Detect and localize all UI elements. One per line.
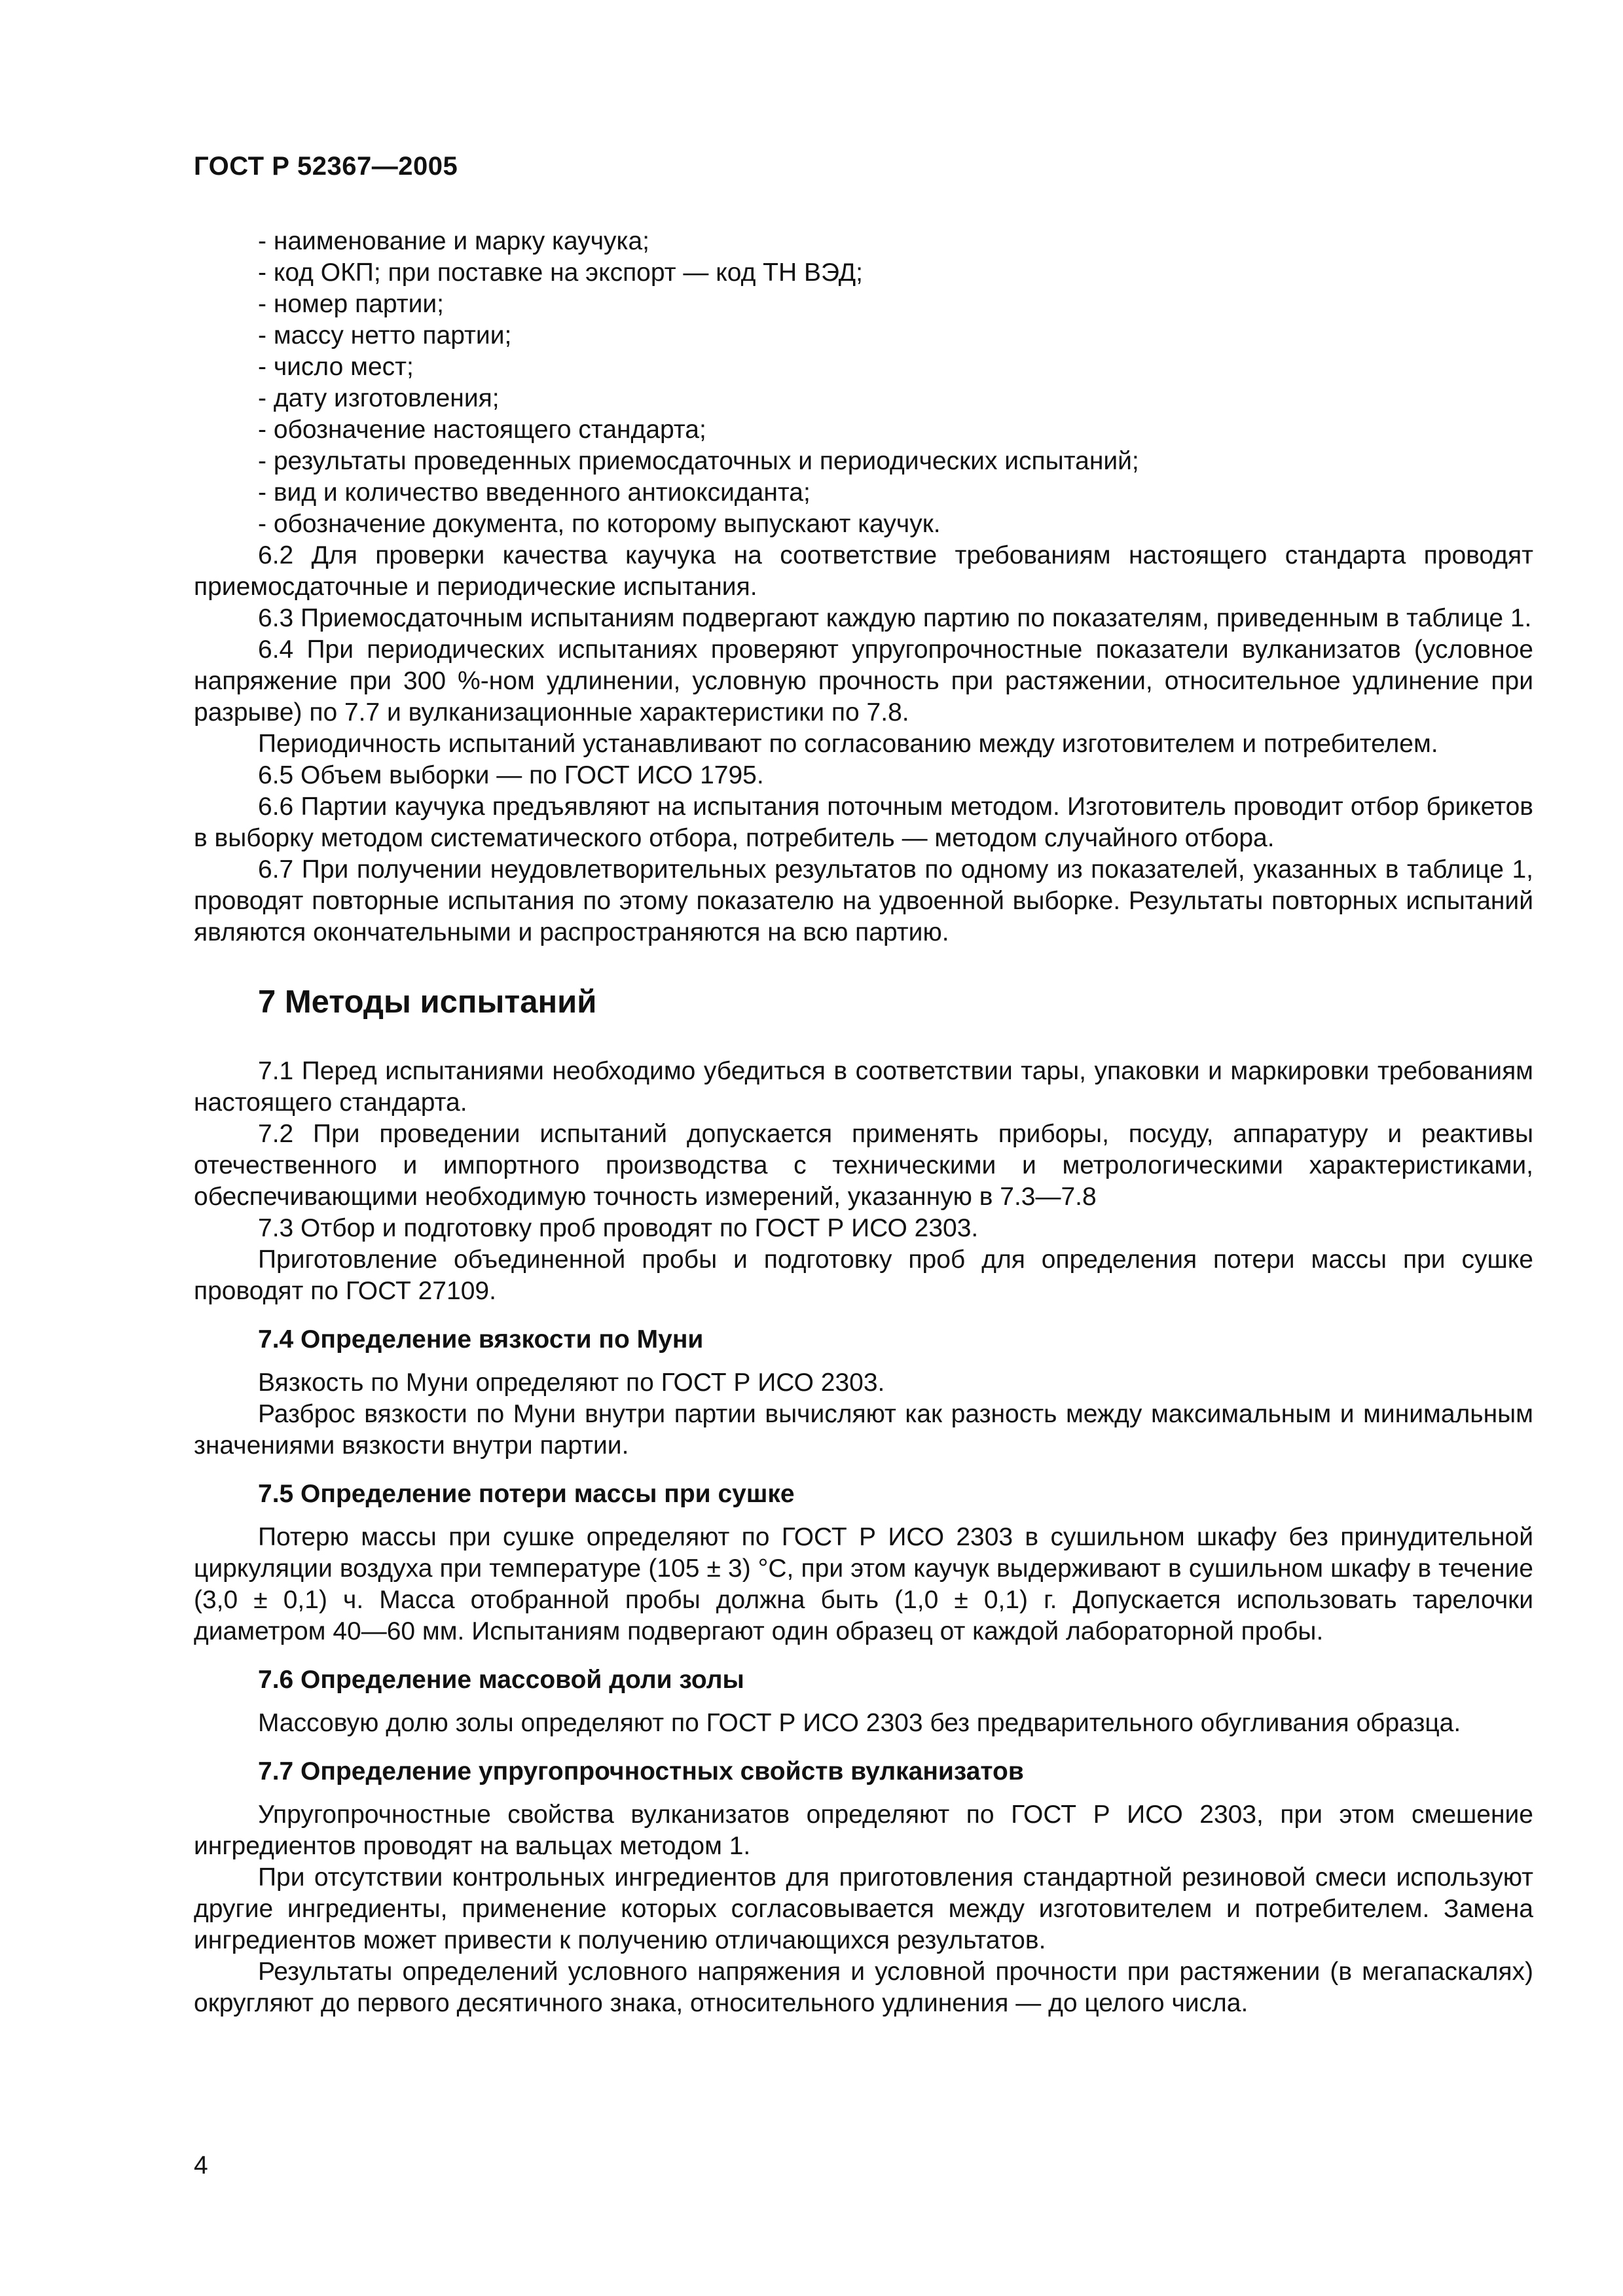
list-item: - вид и количество введенного антиоксиданта; (258, 478, 811, 507)
list-item: - обозначение настоящего стандарта; (258, 416, 706, 444)
list-item: - дату изготовления; (258, 384, 500, 412)
paragraph-6-7: 6.7 При получении неудовлетворительных результатов по одному из показателей, указанных в таблице 1, проводят повторные испытания по этому показателю на удвоенной выборке. Результаты повторных испытаний являются окончательными и распространяются на всю партию. (194, 855, 1533, 946)
list-item: - наименование и марку каучука; (258, 227, 649, 255)
paragraph-sample-preparation: Приготовление объединенной пробы и подготовку проб для определения потери массы при сушке проводят по ГОСТ 27109. (194, 1246, 1533, 1305)
paragraph-7-1: 7.1 Перед испытаниями необходимо убедиться в соответствии тары, упаковки и маркировки требованиям настоящего стандарта. (194, 1057, 1533, 1117)
subsection-7-5-heading: 7.5 Определение потери массы при сушке (258, 1480, 795, 1508)
list-item: - номер партии; (258, 290, 444, 318)
list-item: - код ОКП; при поставке на экспорт — код ТН ВЭД; (258, 259, 863, 287)
paragraph-7-7-b: При отсутствии контрольных ингредиентов для приготовления стандартной резиновой смеси используют другие ингредиенты, применение которых согласовывается между изготовителем и потребителем. Замена ингредиентов может привести к получению отличающихся результатов. (194, 1863, 1533, 1954)
paragraph-6-3: 6.3 Приемосдаточным испытаниям подвергают каждую партию по показателям, приведенным в таблице 1. (258, 604, 1532, 632)
section-7-heading: 7 Методы испытаний (258, 984, 597, 1020)
paragraph-7-7-c: Результаты определений условного напряжения и условной прочности при растяжении (в мегапаскалях) округляют до первого десятичного знака, относительного удлинения — до целого числа. (194, 1958, 1533, 2017)
paragraph-periodicity: Периодичность испытаний устанавливают по согласованию между изготовителем и потребителем. (258, 730, 1438, 758)
paragraph-7-7-a: Упругопрочностные свойства вулканизатов определяют по ГОСТ Р ИСО 2303, при этом смешение ингредиентов проводят на вальцах методом 1. (194, 1801, 1533, 1860)
paragraph-6-6: 6.6 Партии каучука предъявляют на испытания поточным методом. Изготовитель проводит отбор брикетов в выборку методом систематического отбора, потребитель — методом случайного отбора. (194, 793, 1533, 852)
list-item: - число мест; (258, 353, 414, 381)
paragraph-6-4: 6.4 При периодических испытаниях проверяют упругопрочностные показатели вулканизатов (условное напряжение при 300 %-ном удлинении, условную прочность при растяжении, относительное удлинение при разрыве) по 7.7 и вулканизационные характеристики по 7.8. (194, 636, 1533, 726)
list-item: - результаты проведенных приемосдаточных и периодических испытаний; (258, 447, 1139, 475)
paragraph-6-2: 6.2 Для проверки качества каучука на соответствие требованиям настоящего стандарта проводят приемосдаточные и периодические испытания. (194, 541, 1533, 601)
paragraph-7-4-b: Разброс вязкости по Муни внутри партии вычисляют как разность между максимальным и минимальным значениями вязкости внутри партии. (194, 1400, 1533, 1460)
paragraph-7-6: Массовую долю золы определяют по ГОСТ Р ИСО 2303 без предварительного обугливания образца. (258, 1709, 1461, 1737)
paragraph-7-5: Потерю массы при сушке определяют по ГОСТ Р ИСО 2303 в сушильном шкафу без принудительной циркуляции воздуха при температуре (105 ± 3) °С, при этом каучук выдерживают в сушильном шкафу в течение (3,0 ± 0,1) ч. Масса отобранной пробы должна быть (1,0 ± 0,1) г. Допускается использовать тарелочки диаметром 40—60 мм. Испытаниям подвергают один образец от каждой лабораторной пробы. (194, 1523, 1533, 1645)
subsection-7-7-heading: 7.7 Определение упругопрочностных свойств вулканизатов (258, 1757, 1024, 1785)
list-item: - обозначение документа, по которому выпускают каучук. (258, 510, 941, 538)
document-code: ГОСТ Р 52367—2005 (194, 152, 458, 181)
paragraph-7-2: 7.2 При проведении испытаний допускается применять приборы, посуду, аппаратуру и реактивы отечественного и импортного производства с техническими и метрологическими характеристиками, обеспечивающими необходимую точность измерений, указанную в 7.3—7.8 (194, 1120, 1533, 1211)
subsection-7-4-heading: 7.4 Определение вязкости по Муни (258, 1325, 704, 1354)
page-content (194, 226, 1533, 2019)
paragraph-7-4-a: Вязкость по Муни определяют по ГОСТ Р ИСО 2303. (258, 1369, 885, 1397)
paragraph-7-3: 7.3 Отбор и подготовку проб проводят по ГОСТ Р ИСО 2303. (258, 1214, 979, 1242)
subsection-7-6-heading: 7.6 Определение массовой доли золы (258, 1666, 744, 1694)
page-number: 4 (194, 2151, 208, 2179)
paragraph-6-5: 6.5 Объем выборки — по ГОСТ ИСО 1795. (258, 761, 764, 789)
list-item: - массу нетто партии; (258, 321, 512, 350)
